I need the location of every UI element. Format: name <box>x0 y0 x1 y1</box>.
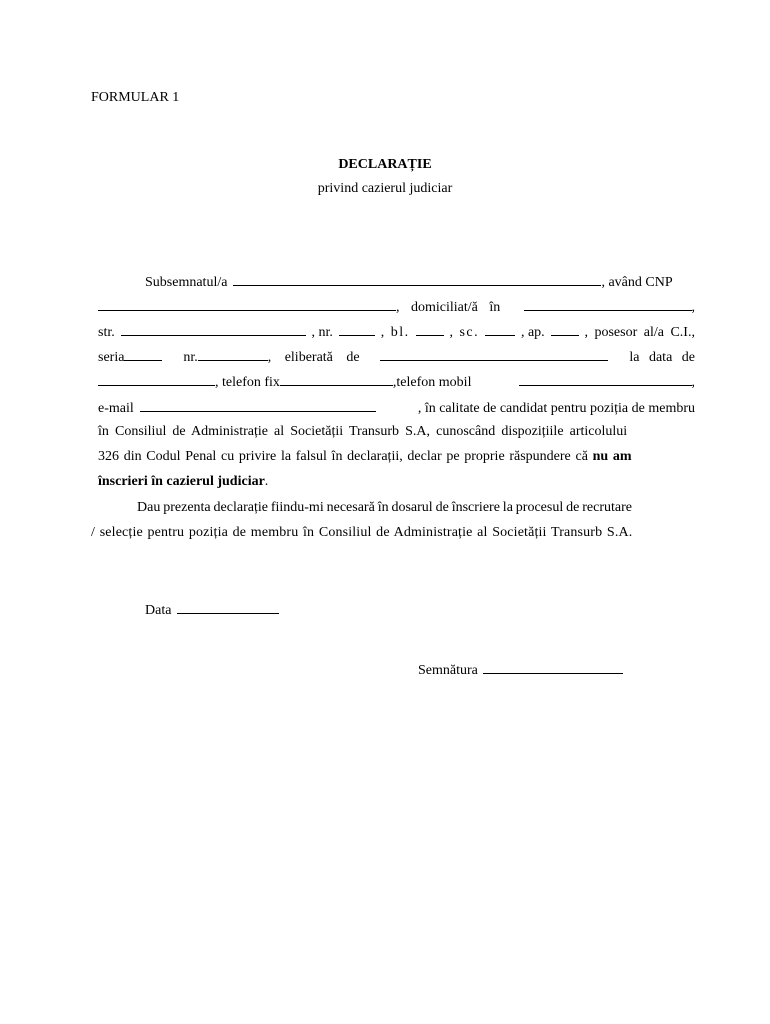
posesor-label: , posesor al/a C.I., <box>584 325 695 340</box>
nu-am-bold: nu am <box>592 449 632 464</box>
signature-row <box>418 660 623 679</box>
street-field[interactable] <box>121 322 306 336</box>
body-line-6 <box>98 398 695 417</box>
id-number-field[interactable] <box>198 347 268 361</box>
ap-label: , ap. <box>520 325 545 340</box>
date-signature-row <box>145 600 279 619</box>
body-line-3 <box>98 322 695 341</box>
date-label: Data <box>145 603 172 618</box>
nr-label: , nr. <box>311 325 333 340</box>
staircase-field[interactable] <box>485 322 515 336</box>
issued-by-field[interactable] <box>380 347 608 361</box>
series-field[interactable] <box>124 347 162 361</box>
avand-cnp-label: , având CNP <box>601 275 673 290</box>
issue-date-field[interactable] <box>98 372 215 386</box>
period: . <box>264 474 269 489</box>
telefon-mobil-label: ,telefon mobil <box>392 375 472 390</box>
body-line-9 <box>98 473 268 490</box>
la-data-de-label: la data de <box>629 350 695 365</box>
body-line-8 <box>98 448 695 465</box>
locality-field[interactable] <box>524 297 692 311</box>
email-field[interactable] <box>140 398 376 412</box>
document-title: DECLARAȚIE <box>338 157 432 172</box>
landline-field[interactable] <box>280 372 393 386</box>
sc-label: , sc. <box>449 325 480 340</box>
body-line-2 <box>98 297 695 316</box>
document-subtitle: privind cazierul judiciar <box>317 181 453 196</box>
nr2-label: nr. <box>183 350 198 365</box>
comma-label: , <box>691 300 695 315</box>
block-field[interactable] <box>416 322 444 336</box>
body-line-5 <box>98 372 695 391</box>
form-label: FORMULAR 1 <box>91 90 180 105</box>
paragraph2-line-1: Dau prezenta declarație fiindu-mi necesară în dosarul de înscriere la procesul de recrutare <box>137 500 632 515</box>
paragraph2-line-2: / selecție pentru poziția de membru în Consiliul de Administrație al Societății Transurb S.A. <box>91 525 633 540</box>
body-line-1 <box>145 272 695 291</box>
apartment-field[interactable] <box>551 322 579 336</box>
eliberata-label: , eliberată de <box>267 350 360 365</box>
bl-label: , bl. <box>380 325 410 340</box>
body-line-4 <box>98 347 695 366</box>
email-label: e-mail <box>98 401 134 416</box>
seria-label: seria <box>98 350 125 365</box>
telefon-fix-label: , telefon fix <box>215 375 280 390</box>
str-label: str. <box>98 325 115 340</box>
date-field[interactable] <box>177 600 279 614</box>
subsemnatul-label: Subsemnatul/a <box>145 275 228 290</box>
name-field[interactable] <box>233 272 601 286</box>
signature-field[interactable] <box>483 660 623 674</box>
signature-label: Semnătura <box>418 663 478 678</box>
body-line-7: în Consiliul de Administrație al Societății Transurb S.A, cunoscând dispozițiile articolului <box>98 424 628 439</box>
penal-code-text: 326 din Codul Penal cu privire la falsul în declarații, declar pe proprie răspundere că <box>98 449 588 464</box>
domiciliat-label: , domiciliat/ă în <box>396 300 501 315</box>
number-field[interactable] <box>339 322 375 336</box>
inscrieri-bold: înscrieri în cazierul judiciar <box>98 474 265 489</box>
in-calitate-text: , în calitate de candidat pentru poziția de membru <box>417 401 695 416</box>
comma-label-2: , <box>691 375 695 390</box>
cnp-field[interactable] <box>98 297 396 311</box>
mobile-field[interactable] <box>519 372 692 386</box>
